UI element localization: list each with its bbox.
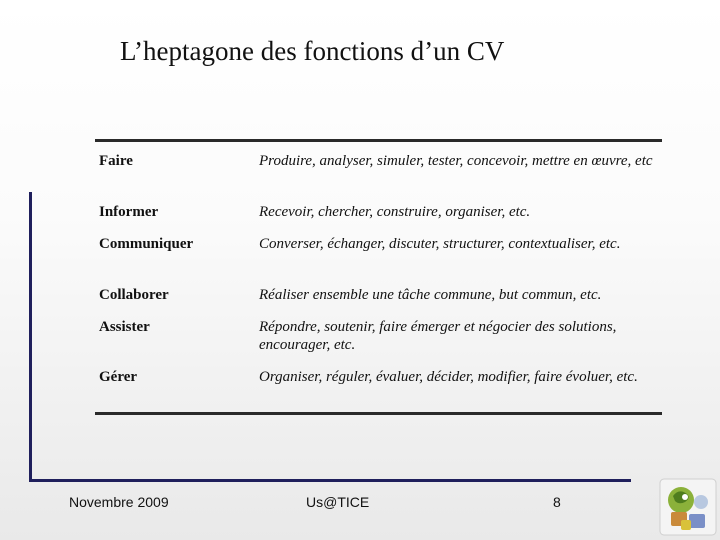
row-term: Communiquer <box>99 236 194 252</box>
page-title: L’heptagone des fonctions d’un CV <box>120 36 505 66</box>
row-term: Gérer <box>99 369 138 385</box>
row-description: Produire, analyser, simuler, tester, concevoir, mettre en œuvre, etc <box>259 153 653 169</box>
footer-date: Novembre 2009 <box>69 494 169 510</box>
row-description: Répondre, soutenir, faire émerger et négocier des solutions, encourager, etc. <box>259 319 617 353</box>
row-term: Assister <box>99 319 150 335</box>
frame-bottom-border <box>29 479 631 482</box>
row-term: Informer <box>99 204 159 220</box>
frame-left-border <box>29 192 32 482</box>
row-description: Converser, échanger, discuter, structurer, contextualiser, etc. <box>259 236 621 252</box>
footer-center: Us@TICE <box>306 494 370 510</box>
row-description: Recevoir, chercher, construire, organiser, etc. <box>259 204 531 220</box>
footer-page-number: 8 <box>553 494 561 510</box>
row-description: Organiser, réguler, évaluer, décider, modifier, faire évoluer, etc. <box>259 369 638 385</box>
puzzle-logo-icon <box>659 478 717 536</box>
table-top-rule <box>95 139 662 142</box>
row-term: Collaborer <box>99 287 169 303</box>
row-term: Faire <box>99 153 133 169</box>
row-description: Réaliser ensemble une tâche commune, but commun, etc. <box>259 287 602 303</box>
table-bottom-rule <box>95 412 662 415</box>
